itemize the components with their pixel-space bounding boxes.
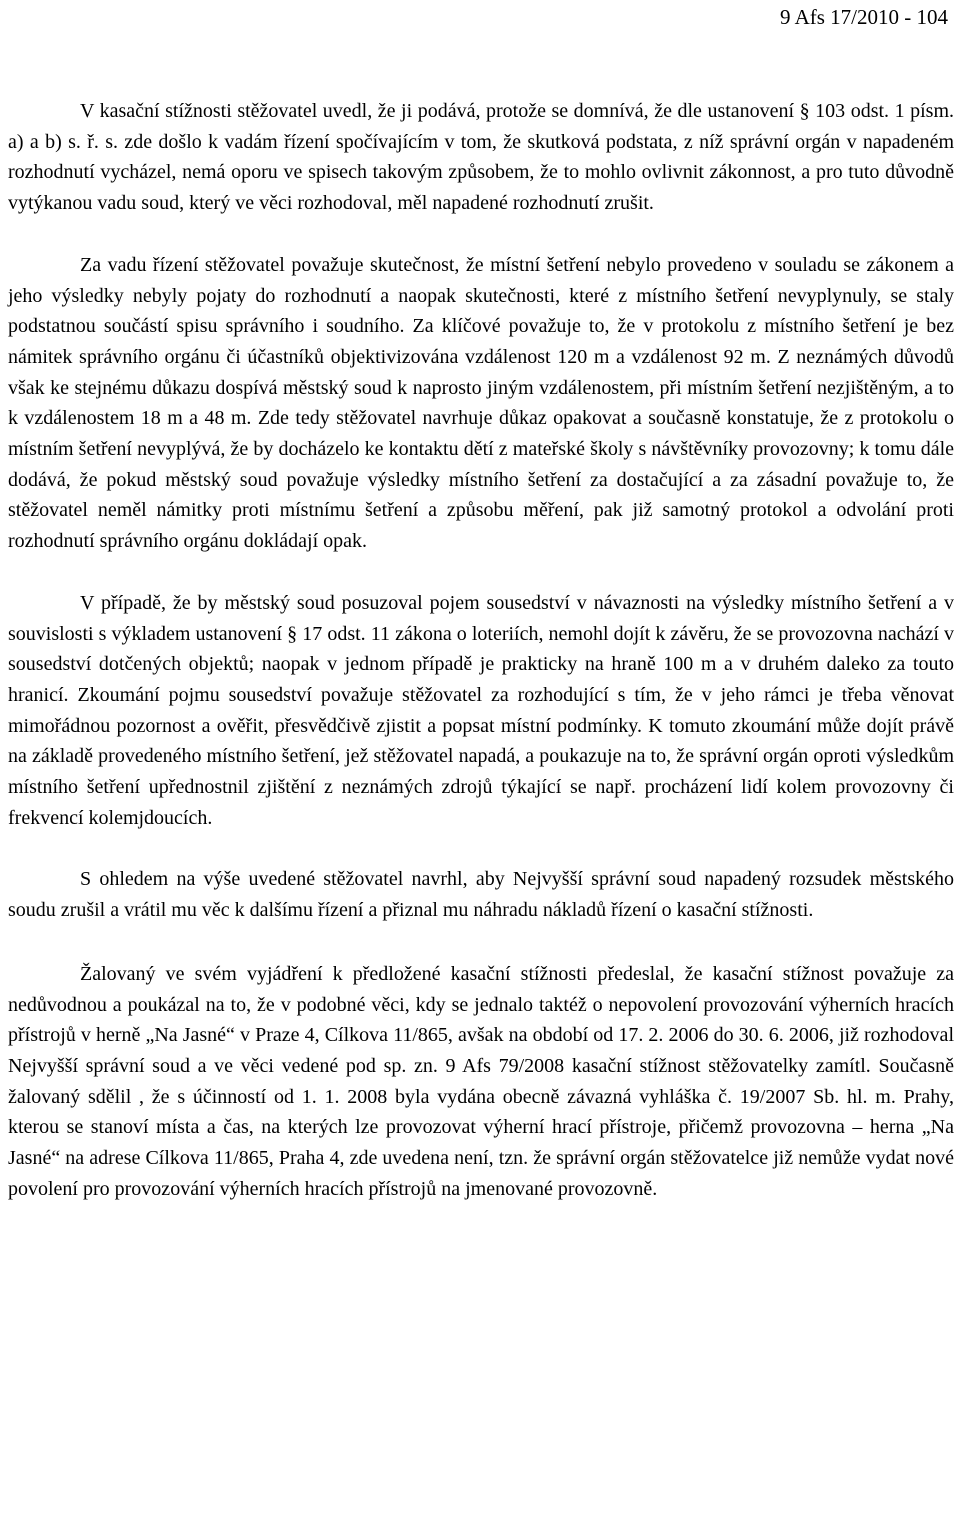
- paragraph-spacer: [8, 926, 954, 959]
- document-body: [8, 96, 954, 1205]
- page-header-case-number: 9 Afs 17/2010 - 104: [780, 5, 948, 29]
- paragraph-respondent-statement: Žalovaný ve svém vyjádření k předložené kasační stížnosti předeslal, že kasační stížnost považuje za nedůvodnou a poukázal na to, že v podobné věci, kdy se jednalo taktéž o nepovolení provozování výherních hracích přístrojů v herně „Na Jasné“ v Praze 4, Cílkova 11/865, avšak na období od 17. 2. 2006 do 30. 6. 2006, již rozhodoval Nejvyšší správní soud a ve věci vedené pod sp. zn. 9 Afs 79/2008 kasační stížnost stěžovatelky zamítl. Současně žalovaný sdělil , že s účinností od 1. 1. 2008 byla vydána obecně závazná vyhláška č. 19/2007 Sb. hl. m. Prahy, kterou se stanoví místa a čas, na kterých lze provozovat výherní hrací přístroje, přičemž provozovna – herna „Na Jasné“ na adrese Cílkova 11/865, Praha 4, zde uvedena není, tzn. že správní orgán stěžovatelce již nemůže vydat nové povolení pro provozování výherních hracích přístrojů na jmenované provozovně.: [8, 962, 954, 1200]
- paragraph-neighbourhood: V případě, že by městský soud posuzoval pojem sousedství v návaznosti na výsledky místního šetření a v souvislosti s výkladem ustanovení § 17 odst. 11 zákona o loteriích, nemohl dojít k závěru, že se provozovna nachází v sousedství dotčených objektů; naopak v jednom případě je prakticky na hraně 100 m a v druhém daleko za touto hranicí. Zkoumání pojmu sousedství považuje stěžovatel za rozhodující s tím, že v jeho rámci je třeba věnovat mimořádnou pozornost a ověřit, přesvědčivě zjistit a popsat místní podmínky. K tomuto zkoumání může dojít právě na základě provedeného místního šetření, jež stěžovatel napadá, a poukazuje na to, že správní orgán oproti výsledkům místního šetření upřednostnil zjištění z neznámých zdrojů týkající se např. procházení lidí kolem provozovny či frekvencí kolemjdoucích.: [8, 591, 954, 829]
- paragraph-spacer: [8, 833, 954, 864]
- paragraph-spacer: [8, 557, 954, 588]
- paragraph-spacer: [8, 219, 954, 250]
- paragraph-motion: S ohledem na výše uvedené stěžovatel navrhl, aby Nejvyšší správní soud napadený rozsudek městského soudu zrušil a vrátil mu věc k dalšímu řízení a přiznal mu náhradu nákladů řízení o kasační stížnosti.: [8, 868, 954, 922]
- paragraph-cassation-grounds: V kasační stížnosti stěžovatel uvedl, že ji podává, protože se domnívá, že dle ustanovení § 103 odst. 1 písm. a) a b) s. ř. s. zde došlo k vadám řízení spočívajícím v tom, že skutková podstata, z níž správní orgán v napadeném rozhodnutí vycházel, nemá oporu ve spisech takovým způsobem, že to mohlo ovlivnit zákonnost, a pro tuto důvodně vytýkanou vadu soud, který ve věci rozhodoval, měl napadené rozhodnutí zrušit.: [8, 100, 954, 215]
- paragraph-procedural-defect: Za vadu řízení stěžovatel považuje skutečnost, že místní šetření nebylo provedeno v souladu se zákonem a jeho výsledky nebyly pojaty do rozhodnutí a naopak skutečnosti, které z místního šetření nevyplynuly, se staly podstatnou součástí spisu správního i soudního. Za klíčové považuje to, že v protokolu z místního šetření je bez námitek správního orgánu či účastníků objektivizována vzdálenost 120 m a vzdálenost 92 m. Z neznámých důvodů však ke stejnému důkazu dospívá městský soud k naprosto jiným vzdálenostem, při místním šetření nezjištěným, a to k vzdálenostem 18 m a 48 m. Zde tedy stěžovatel navrhuje důkaz opakovat a současně konstatuje, že z protokolu o místním šetření nevyplývá, že by docházelo ke kontaktu dětí z mateřské školy s návštěvníky provozovny; k tomu dále dodává, že pokud městský soud považuje výsledky místního šetření za dostačující a za zásadní považuje to, že stěžovatel neměl námitky proti místnímu šetření a způsobu měření, pak již samotný protokol a odvolání proti rozhodnutí správního orgánu dokládají opak.: [8, 253, 954, 553]
